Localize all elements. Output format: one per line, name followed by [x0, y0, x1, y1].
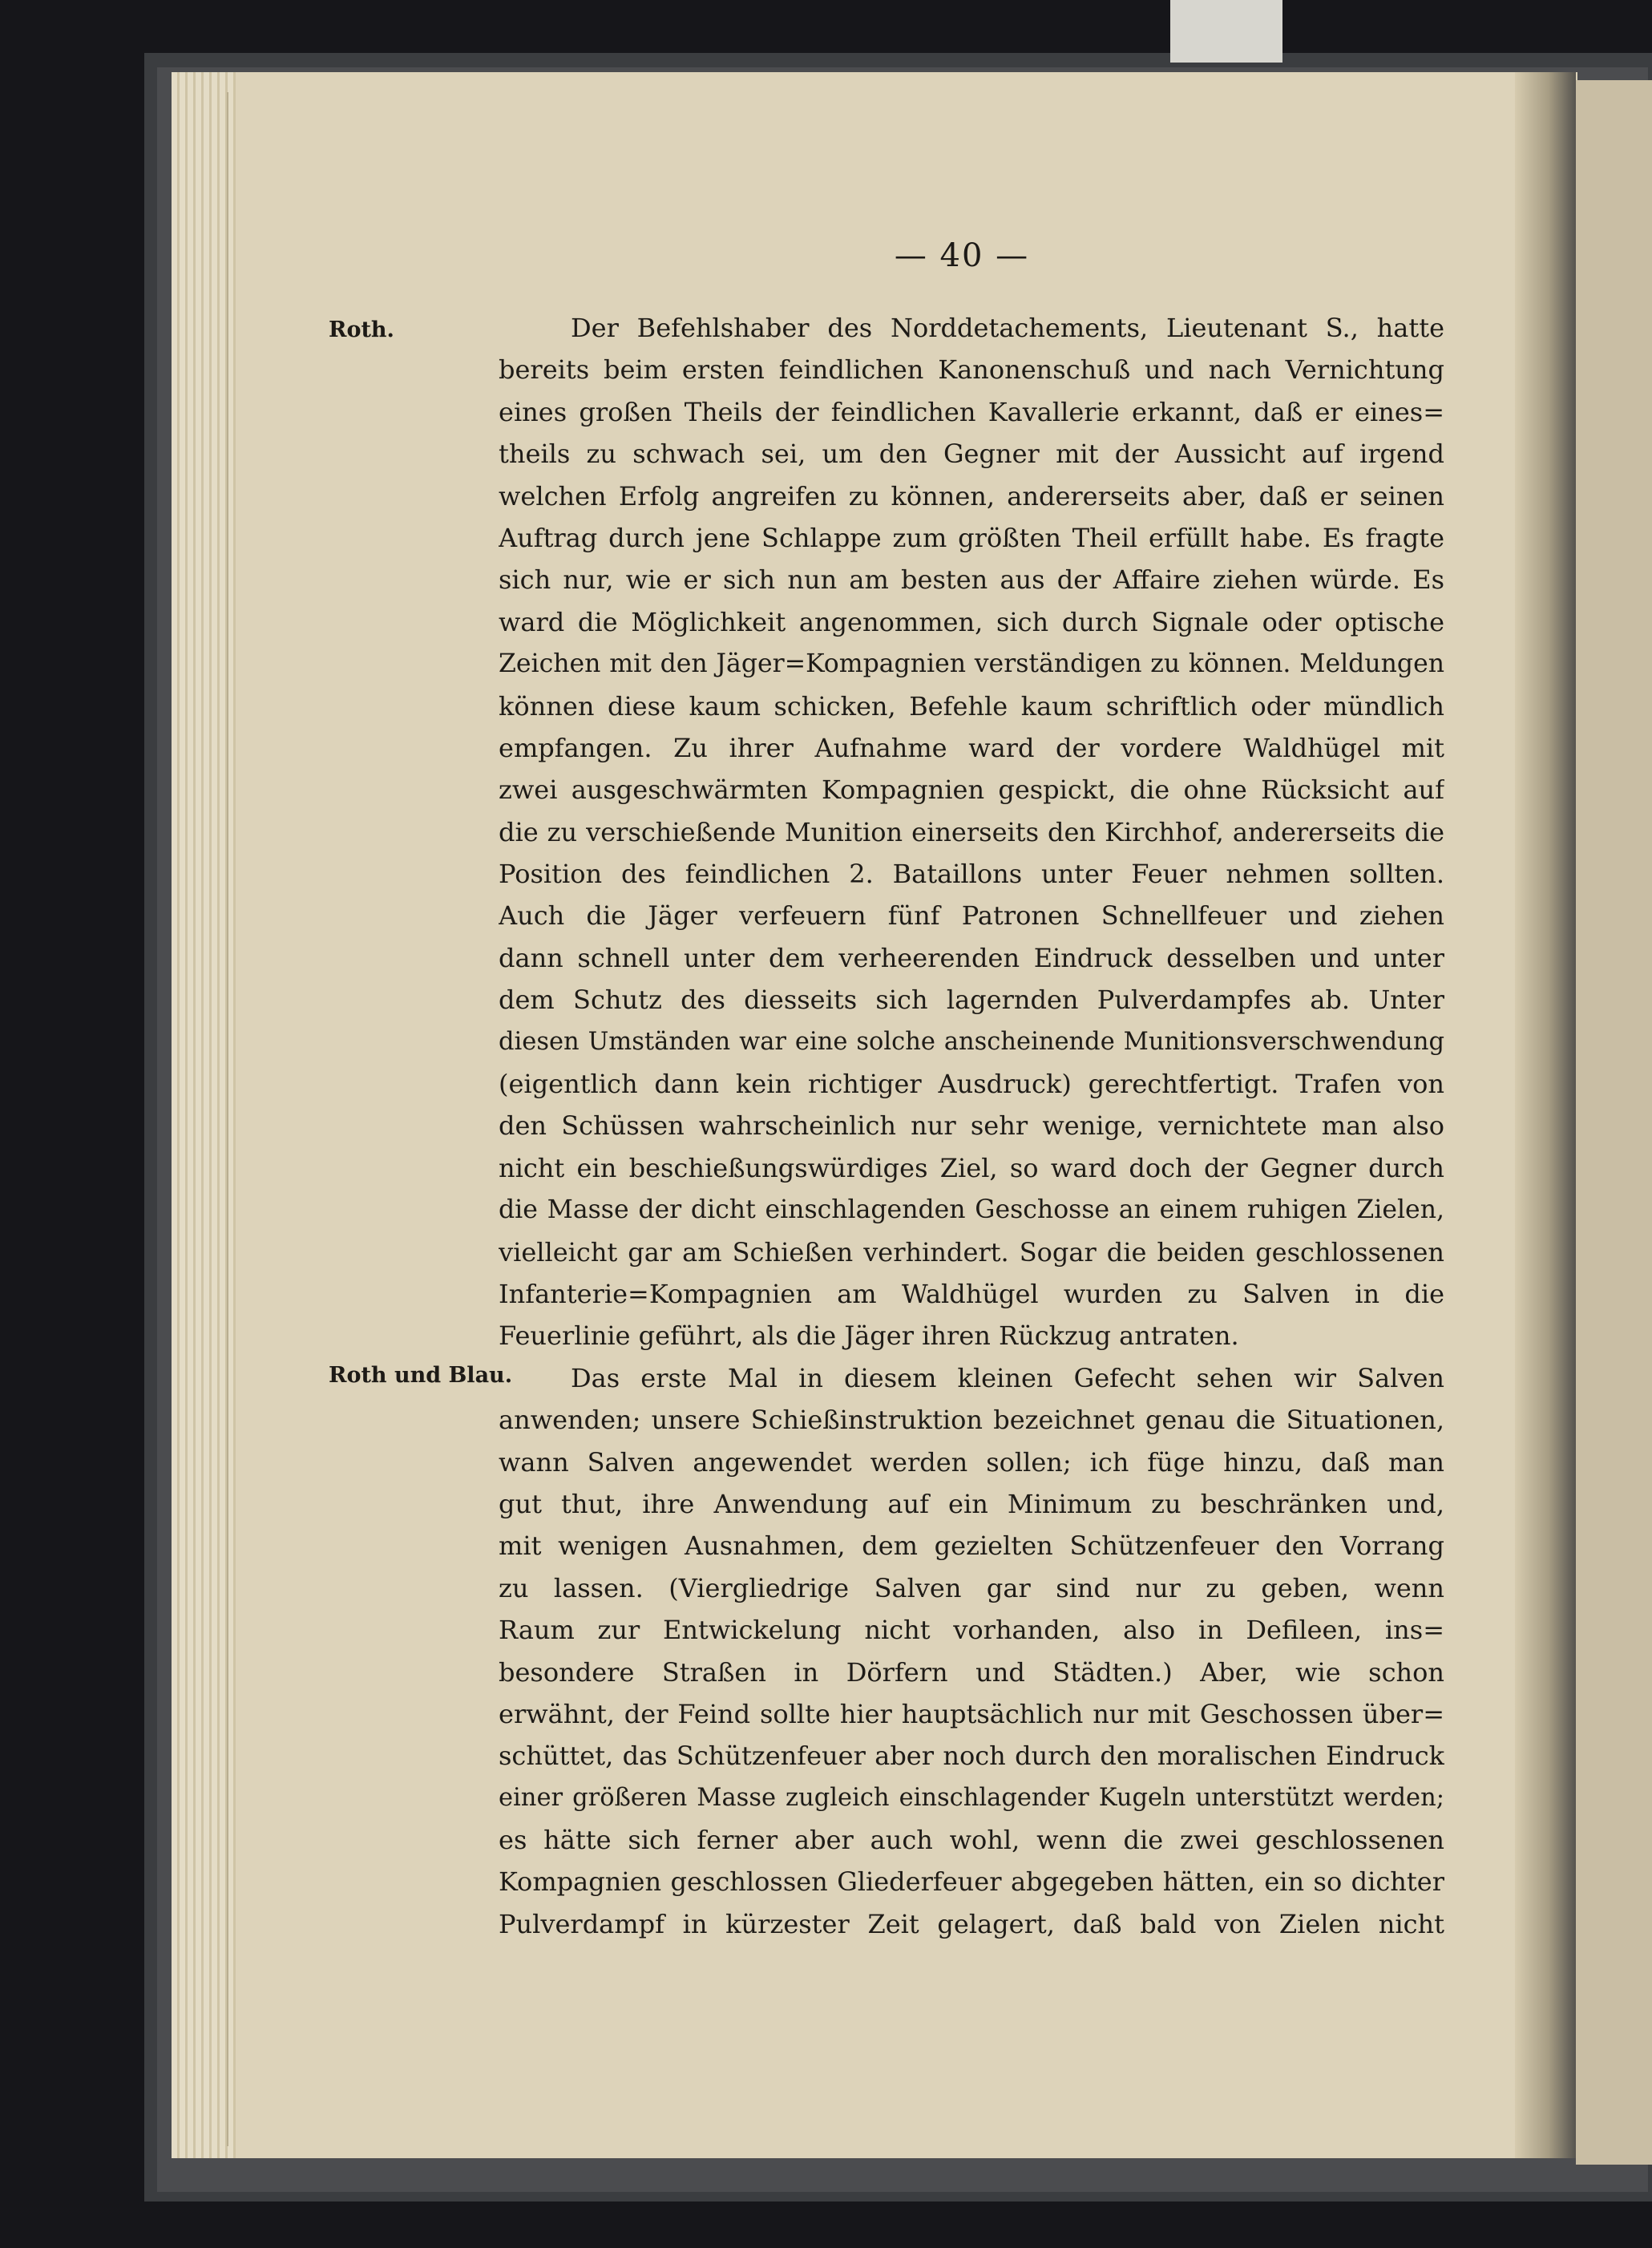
text-line: Position des feindlichen 2. Bataillons unter Feuer nehmen sollten. [499, 859, 1444, 890]
text-line: Raum zur Entwickelung nicht vorhanden, also in Defileen, ins= [499, 1615, 1444, 1646]
text-line: es hätte sich ferner aber auch wohl, wenn die zwei geschlossenen [499, 1825, 1444, 1856]
text-line: welchen Erfolg angreifen zu können, andererseits aber, daß er seinen [499, 480, 1444, 511]
text-line: eines großen Theils der feindlichen Kavallerie erkannt, daß er eines= [499, 396, 1444, 427]
body-text [499, 307, 1444, 1945]
text-line: (eigentlich dann kein richtiger Ausdruck) gerechtfertigt. Trafen von [499, 1069, 1444, 1100]
text-line: vielleicht gar am Schießen verhindert. Sogar die beiden geschlossenen [499, 1236, 1444, 1268]
text-line: Pulverdampf in kürzester Zeit gelagert, daß bald von Zielen nicht [499, 1908, 1444, 1939]
paragraph-1 [499, 307, 1444, 1357]
text-line: zwei ausgeschwärmten Kompagnien gespickt, die ohne Rücksicht auf [499, 774, 1444, 806]
text-line: Infanterie=Kompagnien am Waldhügel wurden zu Salven in die [499, 1278, 1444, 1309]
text-line: erwähnt, der Feind sollte hier hauptsächlich nur mit Geschossen über= [499, 1698, 1444, 1729]
text-line: können diese kaum schicken, Befehle kaum schriftlich oder mündlich [499, 690, 1444, 722]
text-line: schüttet, das Schützenfeuer aber noch durch den moralischen Eindruck [499, 1741, 1444, 1772]
text-line: Der Befehlshaber des Norddetachements, Lieutenant S., hatte [571, 313, 1444, 343]
text-line: Zeichen mit den Jäger=Kompagnien verständigen zu können. Meldungen [499, 649, 1444, 679]
text-line: Kompagnien geschlossen Gliederfeuer abgegeben hätten, ein so dichter [499, 1866, 1444, 1898]
text-line: bereits beim ersten feindlichen Kanonenschuß und nach Vernichtung [499, 354, 1444, 386]
book-gutter [1515, 72, 1576, 2158]
page-number: — 40 — [894, 237, 1030, 274]
text-line: die Masse der dicht einschlagenden Geschosse an einem ruhigen Zielen, [499, 1195, 1444, 1225]
text-line: theils zu schwach sei, um den Gegner mit der Aussicht auf irgend [499, 439, 1444, 470]
text-line: einer größeren Masse zugleich einschlagender Kugeln unterstützt werden; [499, 1783, 1444, 1812]
text-line: zu lassen. (Viergliedrige Salven gar sind nur zu geben, wenn [499, 1572, 1444, 1603]
facing-page [1576, 80, 1652, 2165]
text-line: besondere Straßen in Dörfern und Städten.) Aber, wie schon [499, 1656, 1444, 1688]
text-line: die zu verschießende Munition einerseits den Kirchhof, andererseits die [499, 816, 1444, 847]
text-line: anwenden; unsere Schießinstruktion bezeichnet genau die Situationen, [499, 1405, 1444, 1436]
text-line: gut thut, ihre Anwendung auf ein Minimum zu beschränken und, [499, 1488, 1444, 1519]
margin-label-roth-und-blau: Roth und Blau. [329, 1363, 513, 1388]
page-fold-line [227, 92, 228, 2146]
text-line: diesen Umständen war eine solche anscheinende Munitionsverschwendung [499, 1027, 1444, 1056]
text-line: dem Schutz des diesseits sich lagernden Pulverdampfes ab. Unter [499, 985, 1444, 1016]
text-line: Auftrag durch jene Schlappe zum größten Theil erfüllt habe. Es fragte [499, 522, 1444, 553]
paper-tab [1170, 0, 1282, 63]
text-line: dann schnell unter dem verheerenden Eindruck desselben und unter [499, 942, 1444, 973]
text-line: nicht ein beschießungswürdiges Ziel, so ward doch der Gegner durch [499, 1152, 1444, 1183]
text-line: ward die Möglichkeit angenommen, sich durch Signale oder optische [499, 606, 1444, 637]
text-line: Das erste Mal in diesem kleinen Gefecht sehen wir Salven [571, 1362, 1444, 1393]
text-line: den Schüssen wahrscheinlich nur sehr wenige, vernichtete man also [499, 1110, 1444, 1142]
text-line: mit wenigen Ausnahmen, dem gezielten Schützenfeuer den Vorrang [499, 1530, 1444, 1562]
text-line: Feuerlinie geführt, als die Jäger ihren Rückzug antraten. [499, 1320, 1239, 1352]
paragraph-2 [499, 1357, 1444, 1945]
margin-label-roth: Roth. [329, 317, 394, 342]
text-line: sich nur, wie er sich nun am besten aus der Affaire ziehen würde. Es [499, 564, 1444, 596]
text-line: Auch die Jäger verfeuern fünf Patronen Schnellfeuer und ziehen [499, 900, 1444, 932]
text-line: empfangen. Zu ihrer Aufnahme ward der vordere Waldhügel mit [499, 732, 1444, 763]
page-leaves-edge [172, 72, 236, 2158]
text-line: wann Salven angewendet werden sollen; ich füge hinzu, daß man [499, 1446, 1444, 1478]
